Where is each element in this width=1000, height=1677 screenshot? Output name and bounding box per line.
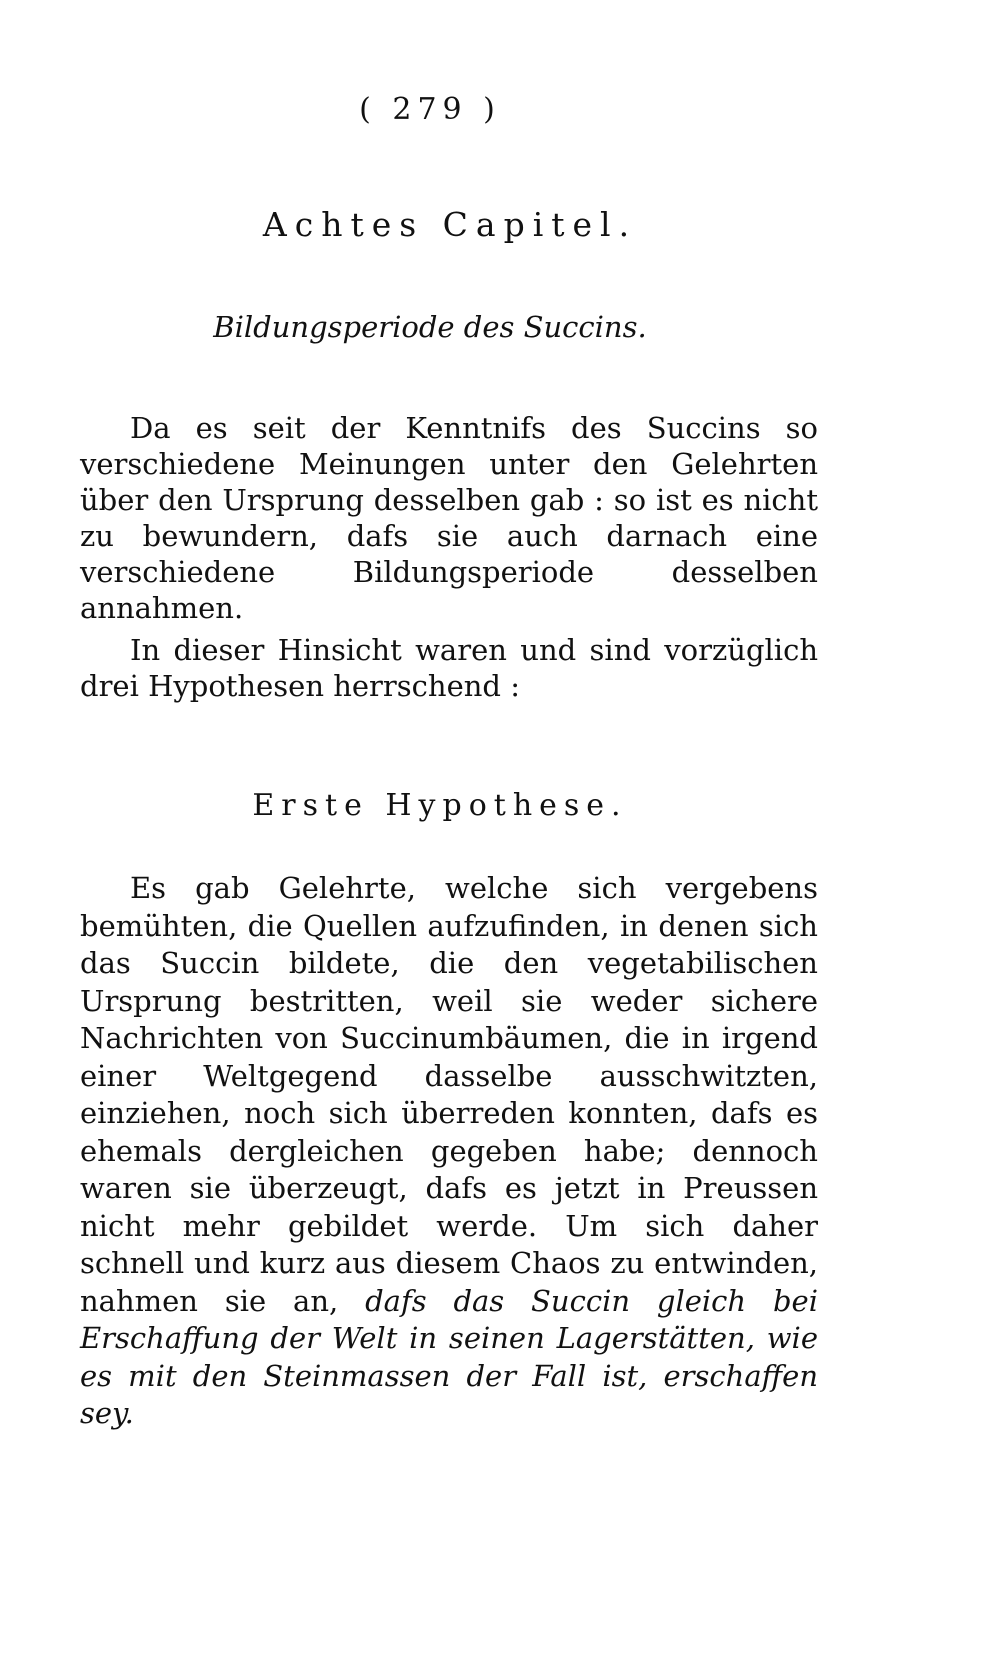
paragraph-3 bbox=[80, 870, 818, 1433]
section-heading: Erste Hypothese. bbox=[252, 788, 628, 823]
paragraph-1 bbox=[80, 410, 818, 626]
paragraph-2 bbox=[80, 632, 818, 704]
chapter-subtitle: Bildungsperiode des Succins. bbox=[213, 310, 647, 344]
page-number: ( 279 ) bbox=[359, 92, 501, 127]
paragraph-3-text bbox=[80, 870, 818, 1433]
paragraph-1-text: Da es seit der Kenntnifs des Succins so verschiedene Meinungen unter den Gelehrten über den Ursprung desselben gab : so ist es nicht zu bewundern, dafs sie auch darnach eine verschiedene Bildungsperiode desselben annahmen. bbox=[80, 411, 818, 625]
paragraph-2-text: In dieser Hinsicht waren und sind vorzüglich drei Hypothesen herrschend : bbox=[80, 633, 818, 703]
paragraph-3-italic: dafs das Succin gleich bei Erschaffung der Welt in seinen Lagerstätten, wie es mit den Steinmassen der Fall ist, erschaffen sey. bbox=[80, 1283, 818, 1430]
chapter-title: Achtes Capitel. bbox=[262, 205, 638, 244]
paragraph-3-plain: Es gab Gelehrte, welche sich vergebens bemühten, die Quellen aufzufinden, in denen sich das Succin bildete, die den vegetabilischen Ursprung bestritten, weil sie weder sichere Nachrichten von Succinumbäumen, die in irgend einer Weltgegend dasselbe ausschwitzten, einziehen, noch sich überreden konnten, dafs es ehemals dergleichen gegeben habe; dennoch waren sie überzeugt, dafs es jetzt in Preussen nicht mehr gebildet werde. Um sich daher schnell und kurz aus diesem Chaos zu entwinden, nahmen sie an, bbox=[80, 871, 818, 1318]
